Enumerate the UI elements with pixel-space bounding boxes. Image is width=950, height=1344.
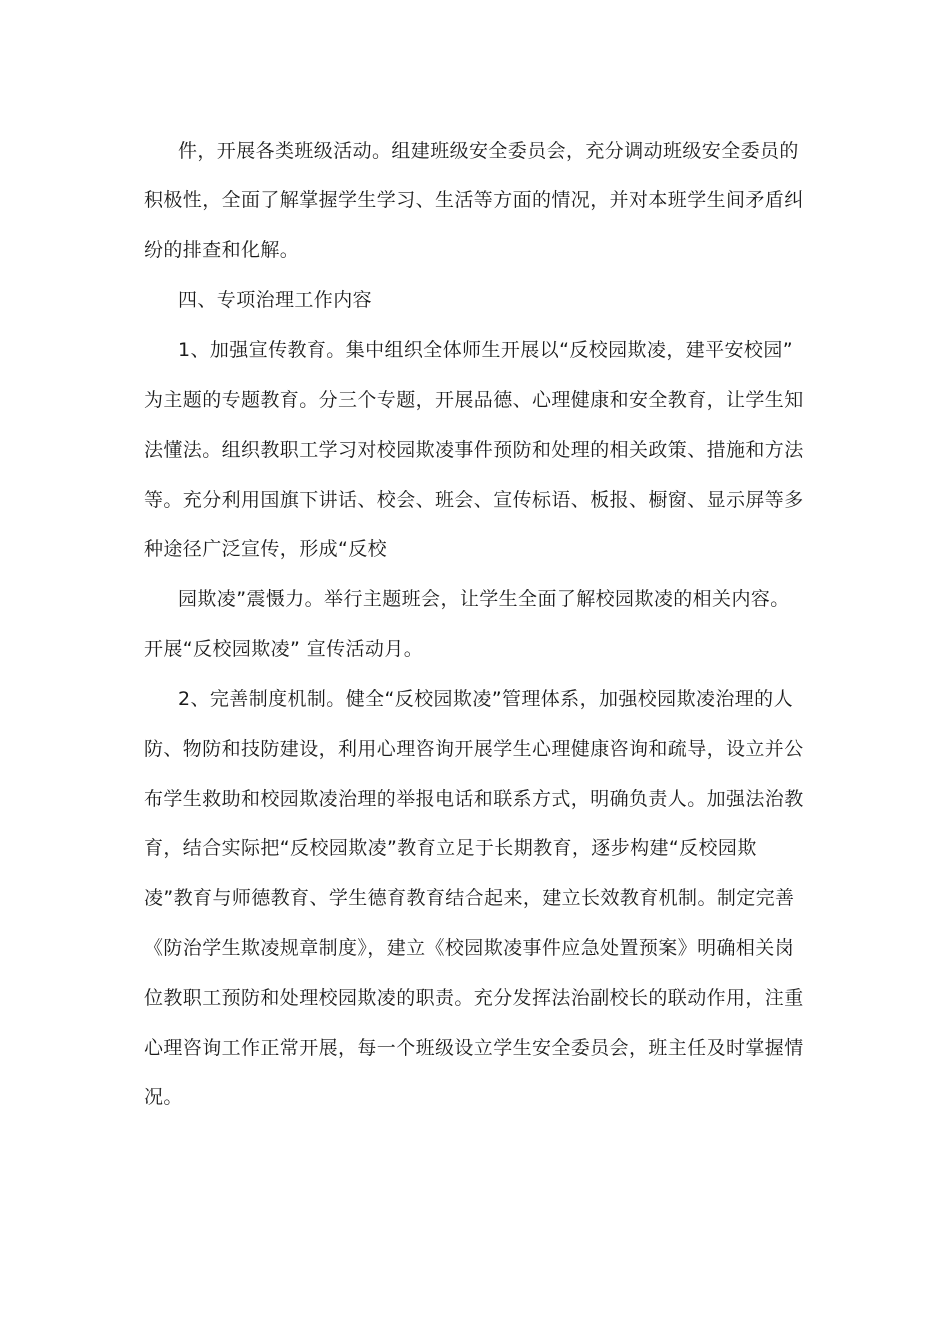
text-line: 布学生救助和校园欺凌治理的举报电话和联系方式，明确负责人。加强法治教 — [144, 788, 804, 810]
text-line: 位教职工预防和处理校园欺凌的职责。充分发挥法治副校长的联动作用，注重 — [144, 987, 804, 1009]
text-line: 积极性，全面了解掌握学生学习、生活等方面的情况，并对本班学生间矛盾纠 — [144, 189, 804, 211]
text-line: 育，结合实际把“反校园欺凌”教育立足于长期教育，逐步构建“反校园欺 — [144, 837, 757, 859]
text-line: 1、加强宣传教育。集中组织全体师生开展以“反校园欺凌，建平安校园” — [178, 339, 793, 361]
text-line: 凌”教育与师德教育、学生德育教育结合起来，建立长效教育机制。制定完善 — [144, 887, 795, 909]
section-heading: 四、专项治理工作内容 — [178, 289, 373, 311]
text-line: 《防治学生欺凌规章制度》，建立《校园欺凌事件应急处置预案》明确相关岗 — [144, 937, 795, 959]
text-line: 种途径广泛宣传，形成“反校 — [144, 538, 388, 560]
text-line: 等。充分利用国旗下讲话、校会、班会、宣传标语、板报、橱窗、显示屏等多 — [144, 489, 804, 511]
text-line: 法懂法。组织教职工学习对校园欺凌事件预防和处理的相关政策、措施和方法 — [144, 439, 804, 461]
text-line: 为主题的专题教育。分三个专题，开展品德、心理健康和安全教育，让学生知 — [144, 389, 804, 411]
text-line: 心理咨询工作正常开展，每一个班级设立学生安全委员会，班主任及时掌握情 — [144, 1037, 804, 1059]
text-line: 防、物防和技防建设，利用心理咨询开展学生心理健康咨询和疏导，设立并公 — [144, 738, 804, 760]
text-line: 件，开展各类班级活动。组建班级安全委员会，充分调动班级安全委员的 — [178, 140, 799, 162]
text-line: 开展“反校园欺凌” 宣传活动月。 — [144, 638, 424, 660]
text-line: 况。 — [144, 1086, 183, 1108]
text-line: 园欺凌”震慑力。举行主题班会，让学生全面了解校园欺凌的相关内容。 — [178, 588, 790, 610]
text-line: 2、完善制度机制。健全“反校园欺凌”管理体系，加强校园欺凌治理的人 — [178, 688, 793, 710]
text-line: 纷的排查和化解。 — [144, 239, 300, 261]
